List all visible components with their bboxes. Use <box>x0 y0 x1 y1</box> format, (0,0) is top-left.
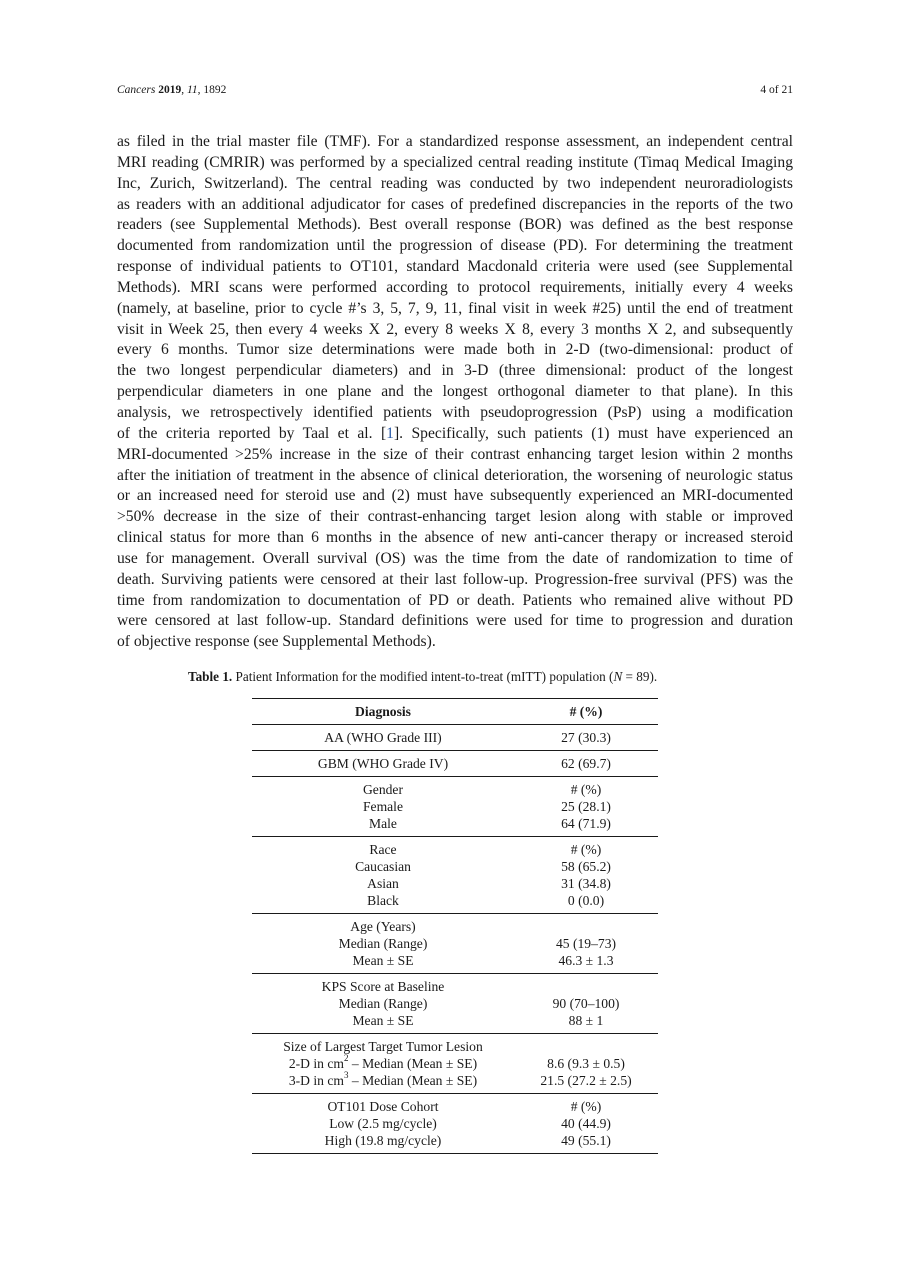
patient-info-table <box>252 698 658 1154</box>
journal-volume: 11 <box>186 84 198 96</box>
table-row: Black 0 (0.0) <box>367 893 605 908</box>
methods-paragraph <box>117 132 793 653</box>
running-header <box>117 84 793 96</box>
text-line: readers (see Supplemental Methods). Best overall response (BOR) was defined as the best response <box>117 216 793 234</box>
column-header-diagnosis: Diagnosis <box>355 704 411 719</box>
table-row: Mean ± SE 46.3 ± 1.3 <box>352 953 614 968</box>
table-group-gbm <box>252 751 658 777</box>
table-row: 3-D in $cm^3$ – Median (Mean ± SE) 21.5 (27.2 ± 2.5) <box>288 1070 632 1088</box>
table-row: Caucasian 58 (65.2) <box>355 859 611 874</box>
table-row: Age (Years) <box>350 919 416 934</box>
table-group-kps <box>252 974 658 1034</box>
table-row: Low (2.5 mg/cycle) 40 (44.9) <box>329 1116 611 1131</box>
text-line: were censored at last follow-up. Standard definitions were used for time to progression and duration <box>117 612 793 630</box>
table-row: Size of Largest Target Tumor Lesion <box>283 1039 483 1054</box>
text-line: of objective response (see Supplemental Methods). <box>117 633 436 651</box>
table-row: GBM (WHO Grade IV) 62 (69.7) <box>317 756 611 771</box>
table-row: Median (Range) 45 (19–73) <box>338 936 617 951</box>
text-line-with-reference: of the criteria reported by Taal et al. [1]. Specifically, such patients (1) must have experienced an <box>117 424 793 442</box>
table-group-race <box>252 837 658 914</box>
table-row: Mean ± SE 88 ± 1 <box>352 1013 604 1028</box>
table-caption: Table 1. Patient Information for the modified intent-to-treat (mITT) population (N = 89). <box>188 669 658 684</box>
text-line: after the initiation of treatment in the absence of clinical deterioration, the worsening of neurologic status <box>117 466 793 484</box>
column-header-count: # (%) <box>569 704 603 719</box>
table-row: Median (Range) 90 (70–100) <box>338 996 620 1011</box>
journal-year: 2019 <box>158 84 182 96</box>
table-label: Table 1. <box>188 669 233 684</box>
text-line: the two longest perpendicular diameters) and in 3-D (three dimensional: product of the longest <box>117 362 793 380</box>
text-line: time from randomization to documentation of PD or death. Patients who remained alive without PD <box>117 591 793 609</box>
table-group-gender <box>252 777 658 837</box>
text-line: Methods). MRI scans were performed according to protocol requirements, initially every 4 weeks <box>117 278 793 296</box>
text-line: perpendicular diameters in one plane and the longest orthogonal diameter to that plane). In this <box>117 383 793 401</box>
table-row: KPS Score at Baseline <box>321 979 445 994</box>
text-line: use for management. Overall survival (OS) was the time from the date of randomization to time of <box>117 549 793 567</box>
text-line: or an increased need for steroid use and (2) must have subsequently experienced an MRI-documented <box>117 487 793 505</box>
table-group-dose-cohort <box>252 1094 658 1154</box>
text-line: Inc, Zurich, Switzerland). The central reading was conducted by two independent neuroradiologists <box>117 174 793 192</box>
text-line: response of individual patients to OT101, standard Macdonald criteria were used (see Supplemental <box>117 258 793 276</box>
text-line: visit in Week 25, then every 4 weeks X 2, every 8 weeks X 8, every 3 months X 2, and subsequently <box>117 320 793 338</box>
table-row: High (19.8 mg/cycle) 49 (55.1) <box>324 1133 611 1148</box>
citation: Cancers 2019, 11, 1892 <box>117 84 227 96</box>
table-group-tumor-size <box>252 1034 658 1094</box>
text-line: as filed in the trial master file (TMF). For a standardized response assessment, an independent central <box>117 133 793 150</box>
table-row: AA (WHO Grade III) 27 (30.3) <box>324 730 611 745</box>
table-row: Race # (%) <box>369 842 602 857</box>
text-line: documented from randomization until the progression of disease (PD). For determining the treatment <box>117 237 793 255</box>
text-line: analysis, we retrospectively identified patients with pseudoprogression (PsP) using a modification <box>117 403 793 421</box>
journal-name: Cancers <box>117 84 156 96</box>
text-line: every 6 months. Tumor size determinations were made both in 2-D (two-dimensional: product of <box>117 341 793 359</box>
table-row: Asian 31 (34.8) <box>367 876 611 891</box>
table-group-age <box>252 914 658 974</box>
text-line: clinical status for more than 6 months in the absence of new anti-cancer therapy or increased steroid <box>117 529 793 547</box>
text-line: as readers with an additional adjudicator for cases of predefined discrepancies in the reports of the two <box>117 195 793 213</box>
table-row: Male 64 (71.9) <box>369 816 611 831</box>
text-line: MRI-documented >25% increase in the size of their contrast enhancing target lesion within 2 months <box>117 445 793 463</box>
table-header-row <box>252 699 658 725</box>
table-row: 2-D in $cm^2$ – Median (Mean ± SE) 8.6 (9.3 ± 0.5) <box>288 1053 625 1071</box>
page-number: 4 of 21 <box>760 84 793 96</box>
table-group-aa <box>252 725 658 751</box>
text-line: death. Surviving patients were censored at their last follow-up. Progression-free survival (PFS) was the <box>117 570 793 588</box>
reference-link-1[interactable]: 1 <box>386 424 394 442</box>
article-number: 1892 <box>203 84 227 96</box>
table-row: OT101 Dose Cohort # (%) <box>327 1099 602 1114</box>
text-line: (namely, at baseline, prior to cycle #’s 3, 5, 7, 9, 11, final visit in week #25) until the end of treatment <box>117 299 793 317</box>
table-row: Gender # (%) <box>362 782 602 797</box>
table-row: Female 25 (28.1) <box>362 799 611 814</box>
text-line: MRI reading (CMRIR) was performed by a specialized central reading institute (Timaq Medical Imaging <box>117 153 793 171</box>
text-line: >50% decrease in the size of their contrast-enhancing target lesion along with stable or improved <box>117 508 793 526</box>
